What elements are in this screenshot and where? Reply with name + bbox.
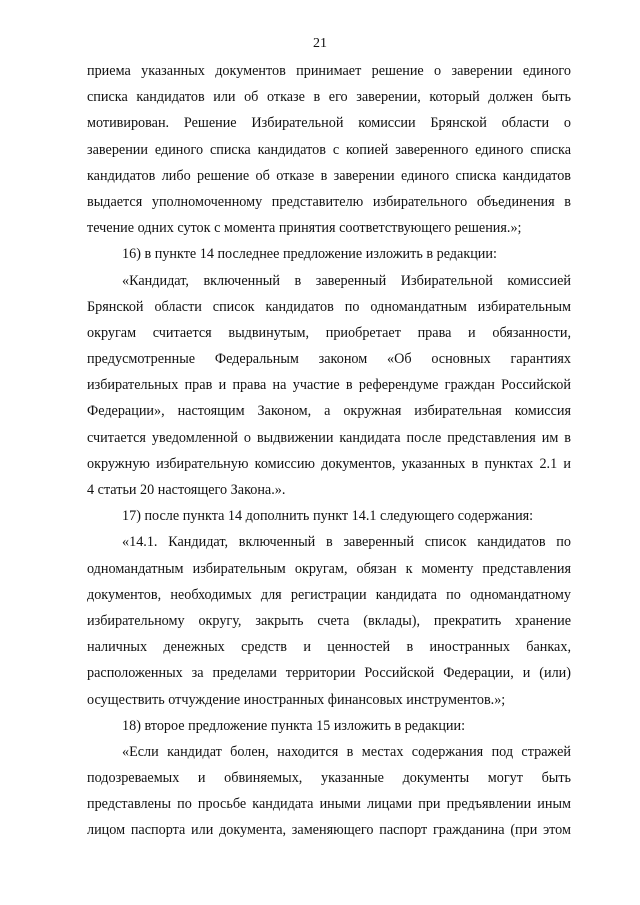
text-line: лицом паспорта или документа, заменяющего паспорт гражданина (при этом bbox=[87, 822, 571, 839]
text-line: представлены по просьбе кандидата иными лицами при предъявлении иным bbox=[87, 796, 571, 813]
text-line: документов, необходимых для регистрации кандидата по одномандатному bbox=[87, 586, 571, 603]
text-line: кандидатов либо решение об отказе в заверении единого списка кандидатов bbox=[87, 167, 571, 184]
text-line: «Кандидат, включенный в заверенный Избирательной комиссией bbox=[122, 272, 571, 289]
text-line: округам считается выдвинутым, приобретает права и обязанности, bbox=[87, 324, 571, 341]
text-line: 17) после пункта 14 дополнить пункт 14.1 следующего содержания: bbox=[122, 508, 534, 525]
text-line: одномандатным избирательным округам, обязан к моменту представления bbox=[87, 560, 571, 577]
text-line: избирательному округу, закрыть счета (вклады), прекратить хранение bbox=[87, 612, 571, 629]
text-line: списка кандидатов или об отказе в его заверении, который должен быть bbox=[87, 89, 571, 106]
text-line: 18) второе предложение пункта 15 изложить в редакции: bbox=[122, 717, 466, 734]
text-line: наличных денежных средств и ценностей в иностранных банках, bbox=[87, 639, 571, 656]
text-line: «Если кандидат болен, находится в местах содержания под стражей bbox=[122, 743, 571, 760]
text-line: подозреваемых и обвиняемых, указанные документы могут быть bbox=[87, 770, 571, 787]
text-line: считается уведомленной о выдвижении кандидата после представления им в bbox=[87, 429, 571, 446]
text-line: 4 статьи 20 настоящего Закона.». bbox=[87, 482, 286, 498]
text-line: Брянской области список кандидатов по одномандатным избирательным bbox=[87, 298, 571, 315]
text-line: осуществить отчуждение иностранных финансовых инструментов.»; bbox=[87, 691, 506, 708]
document-body bbox=[87, 58, 571, 844]
text-line: мотивирован. Решение Избирательной комиссии Брянской области о bbox=[87, 115, 571, 132]
page-number: 21 bbox=[313, 36, 327, 51]
text-line: выдается уполномоченному представителю избирательного объединения в bbox=[87, 193, 571, 210]
text-line: заверении единого списка кандидатов с копией заверенного единого списка bbox=[87, 141, 571, 158]
text-line: течение одних суток с момента принятия соответствующего решения.»; bbox=[87, 220, 522, 237]
text-line: «14.1. Кандидат, включенный в заверенный список кандидатов по bbox=[122, 534, 571, 551]
text-line: избирательных прав и права на участие в референдуме граждан Российской bbox=[87, 377, 571, 394]
text-line: приема указанных документов принимает решение о заверении единого bbox=[87, 63, 571, 79]
text-line: предусмотренные Федеральным законом «Об основных гарантиях bbox=[87, 351, 571, 368]
text-line: Федерации», настоящим Законом, а окружная избирательная комиссия bbox=[87, 403, 571, 420]
text-line: окружную избирательную комиссию документов, указанных в пунктах 2.1 и bbox=[87, 455, 571, 472]
text-line: расположенных за пределами территории Российской Федерации, и (или) bbox=[87, 665, 571, 682]
text-line: 16) в пункте 14 последнее предложение изложить в редакции: bbox=[122, 246, 497, 263]
